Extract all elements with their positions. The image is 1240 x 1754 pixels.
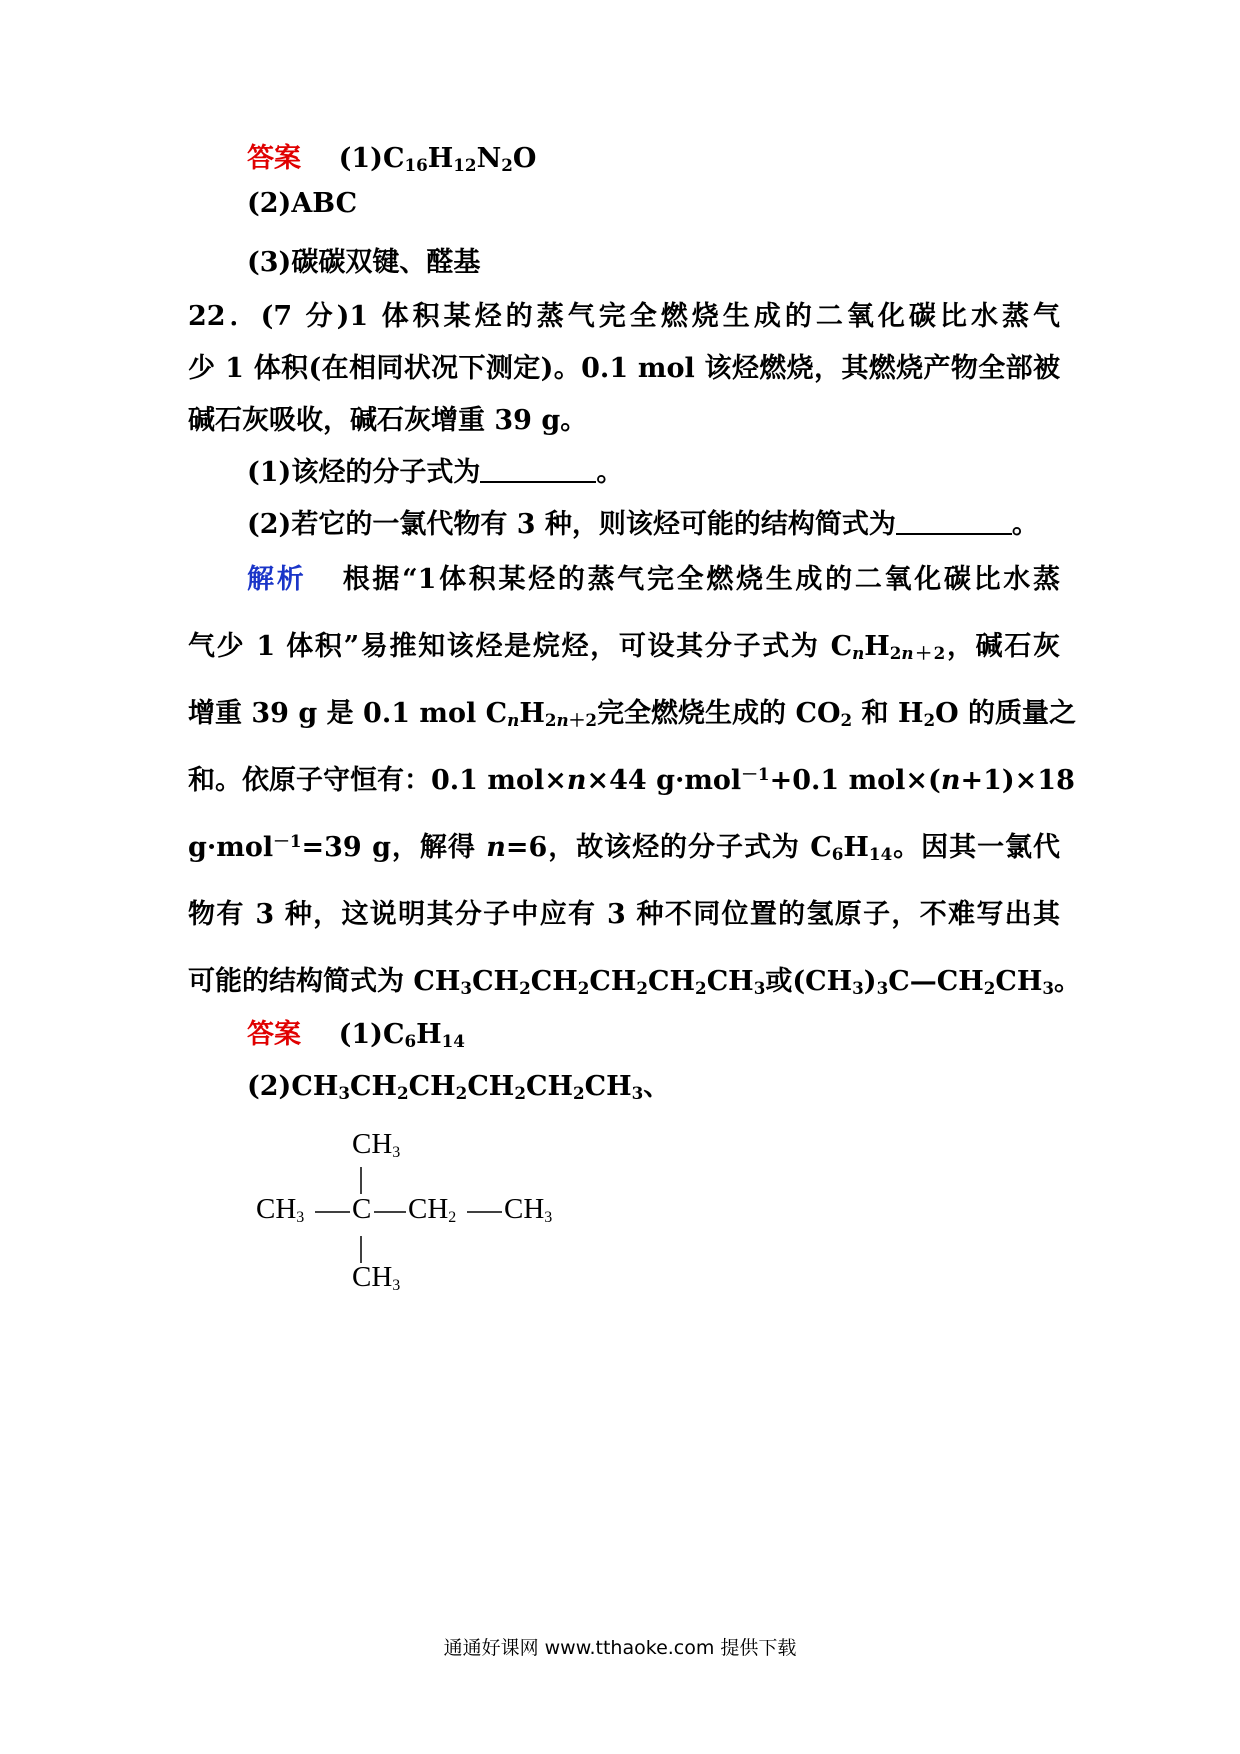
methyl-top: $CH_3$ <box>352 1128 401 1161</box>
part-2-end: 。 <box>1011 509 1039 540</box>
analysis-line-6: 物有 3 种，这说明其分子中应有 3 种不同位置的氢原子，不难写出其 <box>188 899 1060 930</box>
part-2-text: (2)若它的一氯代物有 3 种，则该烃可能的结构简式为 <box>247 509 896 540</box>
methylene-group: $CH_2$ <box>408 1193 457 1226</box>
analysis-line-3: 增重 39 g 是 0.1 mol $C_nH_{2n+2}$完全燃烧生成的 $CO_2$ 和 $H_2O$ 的质量之 <box>188 698 1077 731</box>
part-1-end: 。 <box>596 457 624 488</box>
q22-stem-line-3: 碱石灰吸收，碱石灰增重 39 g。 <box>188 405 588 436</box>
methyl-bottom: $CH_3$ <box>352 1261 401 1294</box>
analysis-line-5: g·mol$^{-1}$=39 g，解得 n=6，故该烃的分子式为 $C_6H_{14}$。因其一氯代 <box>188 830 1061 865</box>
q21-answer-line-2: (2)ABC <box>247 188 358 219</box>
q22-stem-line-2: 少 1 体积(在相同状况下测定)。0.1 mol 该烃燃烧，其燃烧产物全部被 <box>188 353 1060 384</box>
answer-label: 答案 <box>247 1019 301 1050</box>
answer-item-prefix: (1) <box>338 143 383 174</box>
quaternary-carbon: C <box>352 1193 372 1225</box>
analysis-line-2: 气少 1 体积”易推知该烃是烷烃，可设其分子式为 $C_nH_{2n+2}$，碱石灰 <box>188 631 1060 664</box>
q21-answer-line-3: (3)碳碳双键、醛基 <box>247 247 481 278</box>
q22-stem-line-1: 22．(7 分)1 体积某烃的蒸气完全燃烧生成的二氧化碳比水蒸气 <box>188 301 1060 332</box>
q22-answer-line-2: $(2)CH_3CH_2CH_2CH_2CH_2CH_3$、 <box>247 1071 671 1104</box>
q21-answer-line-1: 答案 $(1)C_{16}H_{12}N_2O$ <box>247 143 537 176</box>
page-footer: 通通好课网 www.tthaoke.com 提供下载 <box>443 1637 797 1659</box>
answer-label: 答案 <box>247 143 301 174</box>
methyl-left: $CH_3$ <box>256 1193 305 1226</box>
analysis-text: 根据“1体积某烃的蒸气完全燃烧生成的二氧化碳比水蒸 <box>342 564 1060 595</box>
analysis-label: 解析 <box>247 564 307 595</box>
analysis-line-4: 和。依原子守恒有：0.1 mol×n×44 g·mol$^{-1}$+0.1 mol×(n+1)×18 <box>188 763 1075 796</box>
analysis-line-7: 可能的结构简式为 $CH_3CH_2CH_2CH_2CH_2CH_3$或$(CH_3)_3C—CH_2CH_3$。 <box>188 966 1082 999</box>
part-1-text: (1)该烃的分子式为 <box>247 457 481 488</box>
methyl-right: $CH_3$ <box>504 1193 553 1226</box>
q22-answer-line-1: 答案 $(1)C_6H_{14}$ <box>247 1019 465 1052</box>
